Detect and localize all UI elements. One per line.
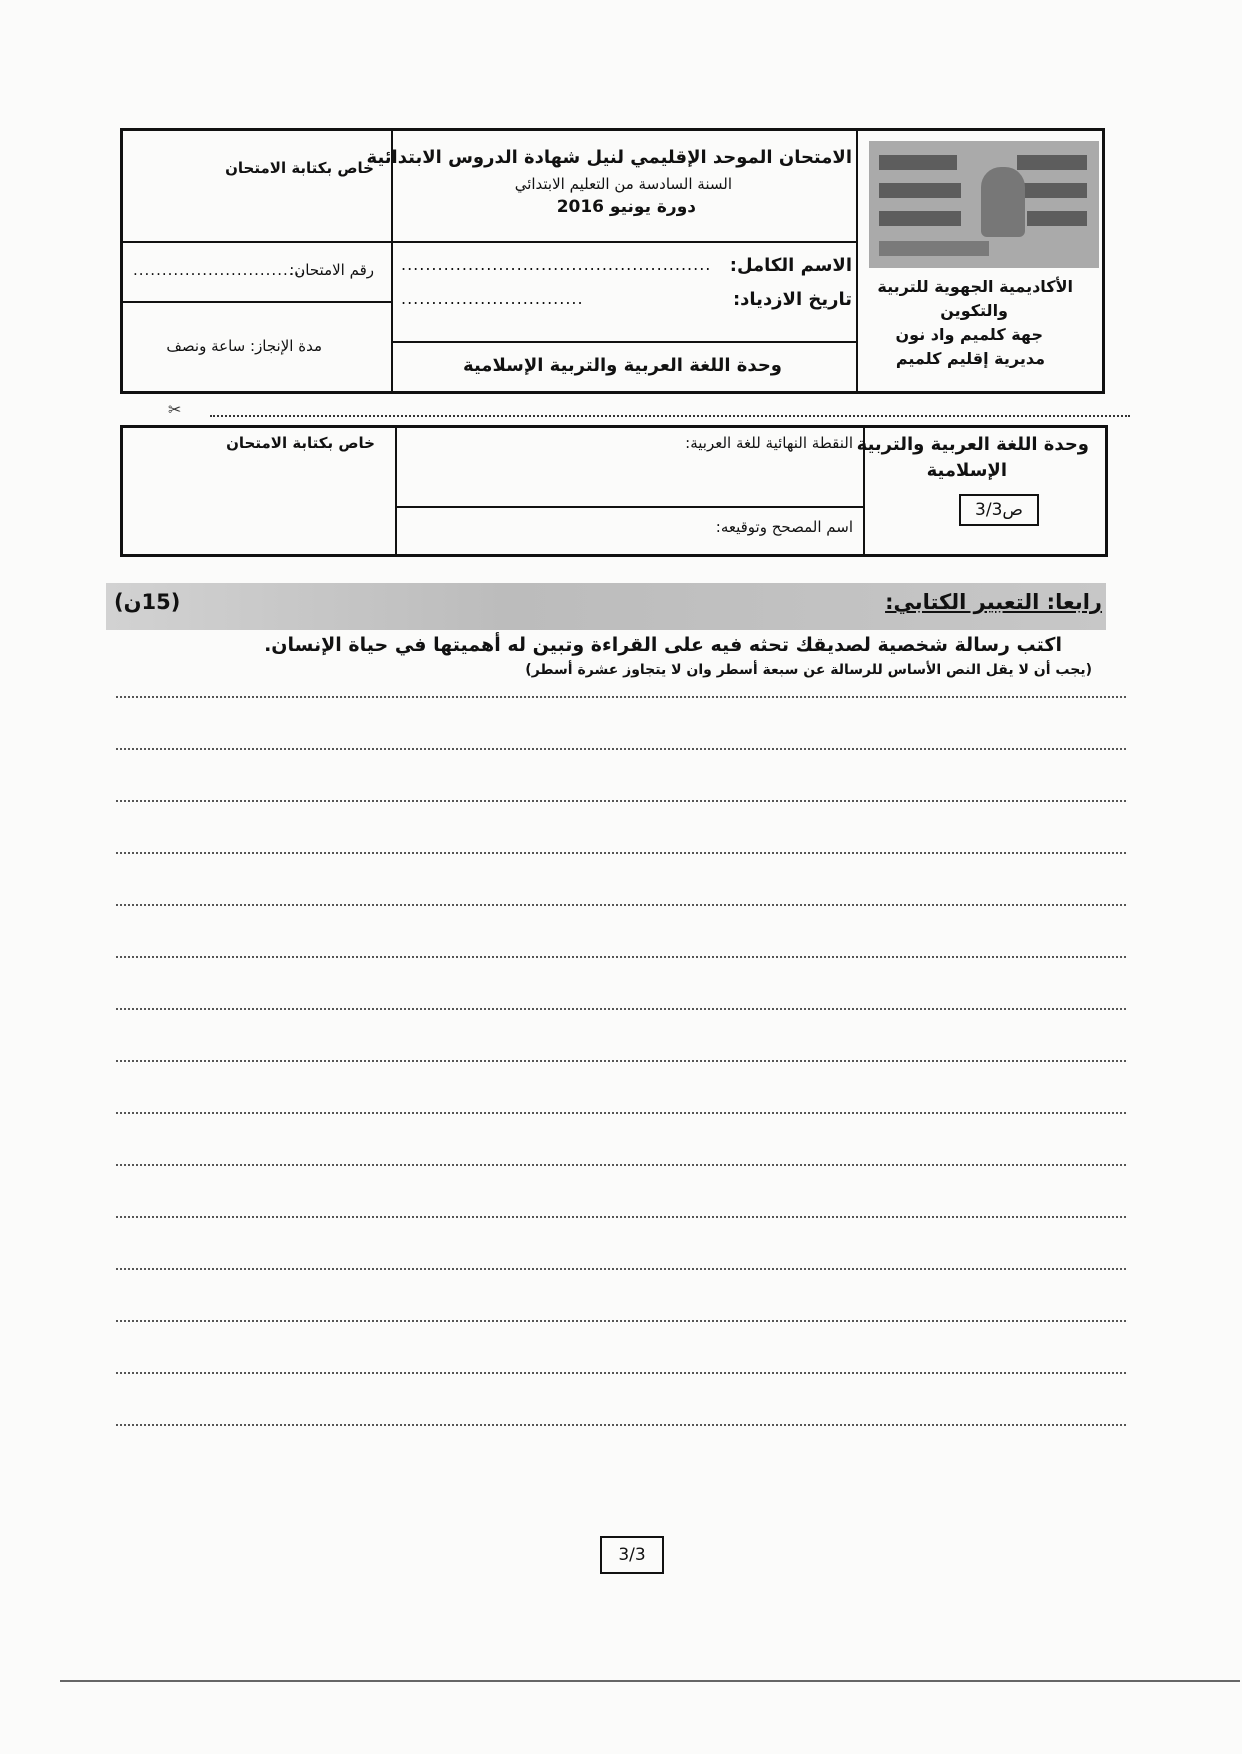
exam-title: الامتحان الموحد الإقليمي لنيل شهادة الدروس الابتدائية bbox=[366, 147, 852, 168]
academy-column bbox=[861, 131, 1103, 394]
directorate-name: مديرية إقليم كلميم bbox=[895, 349, 1045, 368]
divider bbox=[391, 241, 856, 243]
divider bbox=[123, 301, 391, 303]
writing-line[interactable] bbox=[116, 1060, 1126, 1062]
divider bbox=[856, 131, 858, 391]
writing-line[interactable] bbox=[116, 696, 1126, 698]
writing-line[interactable] bbox=[116, 1112, 1126, 1114]
birth-date-field[interactable]: .............................. bbox=[401, 289, 584, 308]
grade-level: السنة السادسة من التعليم الابتدائي bbox=[514, 175, 732, 193]
writing-line[interactable] bbox=[116, 1268, 1126, 1270]
cut-line bbox=[210, 415, 1130, 417]
scissors-icon: ✂ bbox=[168, 400, 182, 419]
subject-title: وحدة اللغة العربية والتربية الإسلامية bbox=[463, 355, 782, 376]
divider bbox=[391, 131, 393, 391]
birth-date-label: تاريخ الازدياد: bbox=[732, 289, 852, 310]
exam-number-label: رقم الامتحان: bbox=[289, 261, 374, 279]
score-subject-line2: الإسلامية bbox=[926, 460, 1007, 481]
writing-line[interactable] bbox=[116, 1216, 1126, 1218]
exam-session: دورة يونيو 2016 bbox=[556, 197, 696, 217]
footer-page-number: 3/3 bbox=[600, 1536, 664, 1574]
region-name: جهة كلميم واد نون bbox=[895, 325, 1043, 344]
score-subject-line1: وحدة اللغة العربية والتربية bbox=[856, 434, 1089, 455]
section-title: رابعا: التعبير الكتابي: bbox=[885, 590, 1102, 614]
writing-line[interactable] bbox=[116, 1424, 1126, 1426]
full-name-label: الاسم الكامل: bbox=[729, 255, 852, 276]
duration-label: مدة الإنجاز: ساعة ونصف bbox=[166, 337, 322, 355]
exam-number-field[interactable]: .............................. bbox=[133, 261, 307, 279]
writing-line[interactable] bbox=[116, 800, 1126, 802]
writing-line[interactable] bbox=[116, 1008, 1126, 1010]
score-reserved-label: خاص بكتابة الامتحان bbox=[226, 434, 375, 452]
academy-logo bbox=[869, 141, 1099, 268]
writing-line[interactable] bbox=[116, 904, 1126, 906]
full-name-field[interactable]: ................................................... bbox=[401, 255, 712, 274]
writing-line[interactable] bbox=[116, 956, 1126, 958]
academy-name: الأكاديمية الجهوية للتربية bbox=[877, 277, 1073, 296]
exam-header-table bbox=[120, 128, 1105, 394]
divider bbox=[391, 341, 856, 343]
reserved-label: خاص بكتابة الامتحان bbox=[225, 159, 374, 177]
section-points: (15ن) bbox=[114, 590, 181, 614]
footer-rule bbox=[60, 1680, 1240, 1682]
writing-line[interactable] bbox=[116, 1320, 1126, 1322]
page-indicator: ص3/3 bbox=[959, 494, 1039, 526]
task-note: (يجب أن لا يقل النص الأساس للرسالة عن سبعة أسطر وان لا يتجاوز عشرة أسطر) bbox=[525, 662, 1092, 678]
corrector-label: اسم المصحح وتوقيعه: bbox=[715, 518, 853, 536]
writing-line[interactable] bbox=[116, 1372, 1126, 1374]
academy-name-2: والتكوين bbox=[940, 301, 1008, 320]
score-table bbox=[120, 425, 1108, 557]
writing-line[interactable] bbox=[116, 852, 1126, 854]
crown-emblem-icon bbox=[981, 167, 1025, 237]
task-instruction: اكتب رسالة شخصية لصديقك تحثه فيه على القراءة وتبين له أهميتها في حياة الإنسان. bbox=[264, 634, 1062, 656]
final-score-label: النقطة النهائية للغة العربية: bbox=[685, 434, 853, 452]
writing-line[interactable] bbox=[116, 748, 1126, 750]
writing-line[interactable] bbox=[116, 1164, 1126, 1166]
divider bbox=[123, 241, 391, 243]
